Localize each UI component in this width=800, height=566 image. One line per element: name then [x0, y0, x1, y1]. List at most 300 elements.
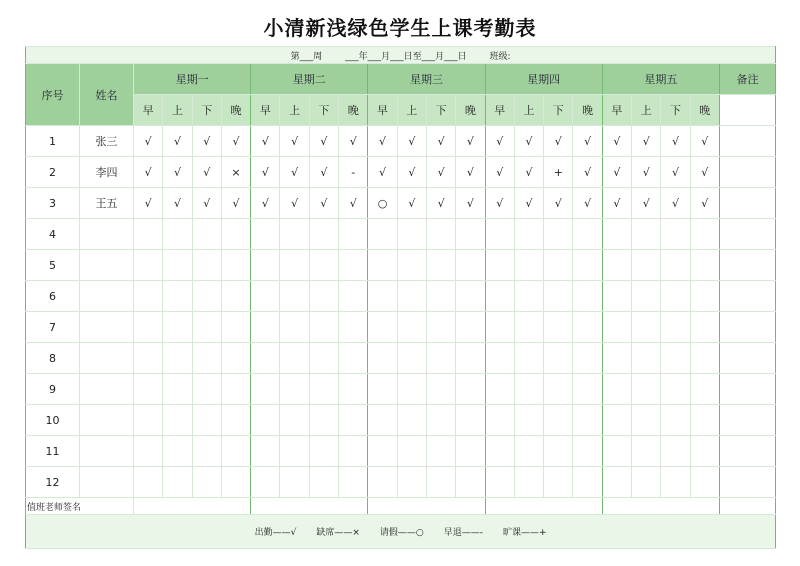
attendance-cell[interactable]: × [221, 157, 250, 188]
legend-item [316, 528, 360, 538]
attendance-cell[interactable] [456, 467, 485, 498]
attendance-cell[interactable] [632, 374, 661, 405]
attendance-cell[interactable] [368, 436, 397, 467]
attendance-cell[interactable] [251, 405, 280, 436]
attendance-cell[interactable] [661, 436, 690, 467]
attendance-cell[interactable] [368, 312, 397, 343]
attendance-cell[interactable] [426, 467, 455, 498]
attendance-cell[interactable]: √ [280, 126, 309, 157]
attendance-cell[interactable] [632, 250, 661, 281]
attendance-cell[interactable]: √ [309, 126, 338, 157]
attendance-cell[interactable] [661, 405, 690, 436]
attendance-cell[interactable] [426, 250, 455, 281]
header-day: 星期二 [251, 64, 368, 95]
attendance-cell[interactable] [456, 374, 485, 405]
table-row [26, 467, 776, 498]
attendance-cell[interactable] [339, 405, 368, 436]
attendance-cell[interactable] [690, 467, 719, 498]
header-seq: 序号 [26, 64, 80, 126]
attendance-cell[interactable] [368, 343, 397, 374]
attendance-cell[interactable] [602, 467, 631, 498]
attendance-cell[interactable] [397, 312, 426, 343]
attendance-cell[interactable] [221, 405, 250, 436]
row-name[interactable] [80, 312, 134, 343]
attendance-cell[interactable] [251, 281, 280, 312]
attendance-cell[interactable] [163, 219, 192, 250]
attendance-cell[interactable] [426, 312, 455, 343]
attendance-cell[interactable] [544, 219, 573, 250]
attendance-cell[interactable] [221, 312, 250, 343]
attendance-cell[interactable] [134, 436, 163, 467]
attendance-cell[interactable] [573, 250, 602, 281]
attendance-cell[interactable] [221, 467, 250, 498]
attendance-cell[interactable] [368, 219, 397, 250]
attendance-cell[interactable] [485, 250, 514, 281]
attendance-cell[interactable] [485, 219, 514, 250]
attendance-cell[interactable] [544, 281, 573, 312]
row-seq: 11 [26, 436, 80, 467]
attendance-cell[interactable] [280, 312, 309, 343]
attendance-cell[interactable] [661, 250, 690, 281]
header-period: 上 [163, 95, 192, 126]
attendance-cell[interactable] [514, 312, 543, 343]
attendance-cell[interactable] [192, 436, 221, 467]
sign-cell[interactable] [485, 498, 602, 515]
attendance-cell[interactable]: √ [426, 188, 455, 219]
attendance-cell[interactable] [163, 250, 192, 281]
attendance-cell[interactable]: √ [192, 188, 221, 219]
attendance-cell[interactable] [690, 281, 719, 312]
attendance-cell[interactable]: √ [397, 188, 426, 219]
attendance-cell[interactable]: √ [251, 188, 280, 219]
sign-label: 值班老师签名 [26, 498, 134, 515]
sign-cell[interactable] [251, 498, 368, 515]
attendance-cell[interactable] [280, 405, 309, 436]
attendance-cell[interactable] [690, 374, 719, 405]
attendance-cell[interactable]: √ [690, 157, 719, 188]
attendance-cell[interactable] [192, 219, 221, 250]
attendance-cell[interactable] [368, 467, 397, 498]
attendance-cell[interactable] [397, 281, 426, 312]
attendance-cell[interactable]: √ [426, 126, 455, 157]
attendance-cell[interactable] [309, 467, 338, 498]
attendance-cell[interactable] [280, 281, 309, 312]
row-note[interactable] [719, 126, 775, 157]
attendance-cell[interactable]: √ [339, 126, 368, 157]
row-name[interactable] [80, 374, 134, 405]
attendance-cell[interactable]: √ [514, 126, 543, 157]
attendance-cell[interactable]: √ [192, 157, 221, 188]
attendance-cell[interactable] [632, 281, 661, 312]
attendance-cell[interactable] [690, 250, 719, 281]
info-cell[interactable] [26, 47, 776, 64]
attendance-cell[interactable] [280, 374, 309, 405]
attendance-cell[interactable]: √ [602, 126, 631, 157]
attendance-cell[interactable] [514, 374, 543, 405]
attendance-cell[interactable] [134, 281, 163, 312]
attendance-cell[interactable] [514, 405, 543, 436]
attendance-cell[interactable] [485, 405, 514, 436]
sign-note[interactable] [719, 498, 775, 515]
attendance-cell[interactable] [251, 312, 280, 343]
row-note[interactable] [719, 467, 775, 498]
attendance-cell[interactable] [251, 467, 280, 498]
attendance-cell[interactable] [485, 374, 514, 405]
attendance-cell[interactable] [456, 250, 485, 281]
attendance-cell[interactable]: √ [690, 188, 719, 219]
attendance-cell[interactable] [221, 436, 250, 467]
attendance-cell[interactable] [573, 343, 602, 374]
attendance-cell[interactable]: ○ [368, 188, 397, 219]
row-name[interactable] [80, 436, 134, 467]
attendance-cell[interactable] [397, 374, 426, 405]
attendance-cell[interactable] [573, 219, 602, 250]
attendance-cell[interactable] [514, 250, 543, 281]
attendance-cell[interactable] [661, 467, 690, 498]
legend-label: 早退 [443, 528, 462, 538]
row-name[interactable]: 张三 [80, 126, 134, 157]
attendance-cell[interactable] [573, 405, 602, 436]
attendance-cell[interactable] [456, 281, 485, 312]
sign-cell[interactable] [368, 498, 485, 515]
attendance-cell[interactable] [456, 312, 485, 343]
attendance-cell[interactable]: √ [544, 126, 573, 157]
attendance-cell[interactable]: √ [221, 188, 250, 219]
attendance-cell[interactable] [544, 250, 573, 281]
row-note[interactable] [719, 374, 775, 405]
attendance-cell[interactable] [456, 219, 485, 250]
attendance-cell[interactable]: √ [426, 157, 455, 188]
attendance-cell[interactable] [163, 312, 192, 343]
attendance-cell[interactable]: √ [573, 188, 602, 219]
row-note[interactable] [719, 219, 775, 250]
sign-cell[interactable] [602, 498, 719, 515]
attendance-cell[interactable] [368, 250, 397, 281]
attendance-cell[interactable] [192, 343, 221, 374]
attendance-cell[interactable] [339, 312, 368, 343]
attendance-cell[interactable] [221, 374, 250, 405]
attendance-cell[interactable] [602, 281, 631, 312]
attendance-cell[interactable] [163, 343, 192, 374]
attendance-cell[interactable] [426, 374, 455, 405]
attendance-cell[interactable] [134, 250, 163, 281]
attendance-cell[interactable]: √ [397, 126, 426, 157]
attendance-cell[interactable] [339, 281, 368, 312]
attendance-cell[interactable]: √ [632, 188, 661, 219]
attendance-cell[interactable] [632, 467, 661, 498]
attendance-cell[interactable]: √ [368, 157, 397, 188]
attendance-cell[interactable]: √ [485, 126, 514, 157]
attendance-cell[interactable] [602, 436, 631, 467]
attendance-cell[interactable]: √ [661, 126, 690, 157]
attendance-cell[interactable] [192, 374, 221, 405]
attendance-cell[interactable] [134, 312, 163, 343]
attendance-cell[interactable] [309, 219, 338, 250]
attendance-cell[interactable] [632, 219, 661, 250]
attendance-cell[interactable] [602, 312, 631, 343]
attendance-cell[interactable] [339, 219, 368, 250]
attendance-cell[interactable] [426, 436, 455, 467]
attendance-cell[interactable] [632, 312, 661, 343]
attendance-cell[interactable] [221, 219, 250, 250]
attendance-cell[interactable] [368, 405, 397, 436]
attendance-cell[interactable] [602, 374, 631, 405]
attendance-cell[interactable] [690, 312, 719, 343]
attendance-cell[interactable] [134, 405, 163, 436]
row-note[interactable] [719, 343, 775, 374]
header-period: 早 [485, 95, 514, 126]
row-name[interactable]: 李四 [80, 157, 134, 188]
attendance-cell[interactable] [426, 343, 455, 374]
attendance-cell[interactable]: √ [573, 157, 602, 188]
attendance-cell[interactable]: √ [163, 157, 192, 188]
attendance-cell[interactable] [573, 467, 602, 498]
attendance-cell[interactable]: √ [632, 157, 661, 188]
attendance-cell[interactable] [456, 436, 485, 467]
attendance-cell[interactable] [661, 374, 690, 405]
attendance-cell[interactable] [397, 343, 426, 374]
attendance-cell[interactable] [661, 343, 690, 374]
attendance-cell[interactable] [339, 436, 368, 467]
row-seq: 9 [26, 374, 80, 405]
attendance-cell[interactable] [309, 405, 338, 436]
attendance-cell[interactable]: √ [134, 126, 163, 157]
attendance-cell[interactable] [134, 219, 163, 250]
row-name[interactable] [80, 250, 134, 281]
legend-label: 旷课 [503, 528, 522, 538]
row-note[interactable] [719, 436, 775, 467]
attendance-cell[interactable]: √ [309, 157, 338, 188]
sign-cell[interactable] [134, 498, 251, 515]
legend-dash: —— [397, 528, 416, 538]
attendance-cell[interactable]: + [544, 157, 573, 188]
attendance-cell[interactable] [573, 436, 602, 467]
attendance-cell[interactable] [602, 343, 631, 374]
attendance-cell[interactable] [339, 250, 368, 281]
attendance-cell[interactable] [632, 405, 661, 436]
attendance-cell[interactable] [192, 312, 221, 343]
attendance-cell[interactable] [544, 405, 573, 436]
attendance-cell[interactable]: √ [661, 188, 690, 219]
row-note[interactable] [719, 188, 775, 219]
header-period: 早 [134, 95, 163, 126]
attendance-cell[interactable]: √ [280, 188, 309, 219]
attendance-cell[interactable] [514, 436, 543, 467]
row-seq: 7 [26, 312, 80, 343]
attendance-cell[interactable] [163, 405, 192, 436]
attendance-cell[interactable] [485, 281, 514, 312]
header-period: 下 [544, 95, 573, 126]
attendance-cell[interactable] [221, 343, 250, 374]
row-name[interactable] [80, 405, 134, 436]
row-note[interactable] [719, 281, 775, 312]
attendance-cell[interactable] [397, 405, 426, 436]
legend-label: 缺席 [316, 528, 335, 538]
attendance-cell[interactable]: √ [573, 126, 602, 157]
attendance-cell[interactable] [397, 467, 426, 498]
attendance-cell[interactable] [192, 250, 221, 281]
attendance-cell[interactable] [251, 343, 280, 374]
attendance-cell[interactable] [573, 312, 602, 343]
attendance-cell[interactable] [163, 467, 192, 498]
attendance-cell[interactable] [426, 219, 455, 250]
attendance-cell[interactable] [456, 343, 485, 374]
attendance-cell[interactable]: √ [251, 157, 280, 188]
row-name[interactable] [80, 219, 134, 250]
attendance-cell[interactable] [339, 343, 368, 374]
attendance-cell[interactable] [134, 374, 163, 405]
attendance-cell[interactable] [690, 219, 719, 250]
header-period: 上 [280, 95, 309, 126]
attendance-cell[interactable] [163, 374, 192, 405]
row-name[interactable] [80, 343, 134, 374]
attendance-cell[interactable] [280, 467, 309, 498]
attendance-cell[interactable] [309, 436, 338, 467]
attendance-cell[interactable] [485, 312, 514, 343]
attendance-cell[interactable]: √ [661, 157, 690, 188]
row-name[interactable] [80, 467, 134, 498]
attendance-cell[interactable] [544, 312, 573, 343]
attendance-cell[interactable]: √ [280, 157, 309, 188]
attendance-cell[interactable]: √ [602, 157, 631, 188]
attendance-cell[interactable] [602, 250, 631, 281]
attendance-cell[interactable]: √ [514, 188, 543, 219]
attendance-cell[interactable] [368, 281, 397, 312]
attendance-cell[interactable] [397, 250, 426, 281]
table-row [26, 405, 776, 436]
attendance-cell[interactable] [280, 436, 309, 467]
row-name[interactable] [80, 281, 134, 312]
attendance-cell[interactable] [251, 374, 280, 405]
attendance-cell[interactable]: √ [163, 126, 192, 157]
attendance-cell[interactable] [309, 374, 338, 405]
attendance-cell[interactable] [632, 436, 661, 467]
attendance-cell[interactable] [602, 219, 631, 250]
legend-dash: —— [334, 528, 353, 538]
attendance-cell[interactable] [485, 467, 514, 498]
week-prefix: 第 [290, 51, 300, 62]
attendance-cell[interactable] [573, 374, 602, 405]
attendance-cell[interactable]: - [339, 157, 368, 188]
attendance-cell[interactable] [251, 436, 280, 467]
attendance-cell[interactable]: √ [368, 126, 397, 157]
attendance-cell[interactable]: √ [544, 188, 573, 219]
attendance-cell[interactable] [514, 281, 543, 312]
attendance-cell[interactable] [544, 436, 573, 467]
attendance-cell[interactable] [661, 219, 690, 250]
attendance-cell[interactable] [632, 343, 661, 374]
attendance-cell[interactable] [661, 281, 690, 312]
attendance-cell[interactable] [573, 281, 602, 312]
attendance-cell[interactable] [690, 405, 719, 436]
attendance-cell[interactable]: √ [514, 157, 543, 188]
attendance-cell[interactable] [280, 250, 309, 281]
attendance-cell[interactable] [514, 219, 543, 250]
attendance-cell[interactable] [544, 374, 573, 405]
row-name[interactable]: 王五 [80, 188, 134, 219]
attendance-cell[interactable] [309, 250, 338, 281]
attendance-cell[interactable] [456, 405, 485, 436]
legend-cell [26, 515, 776, 549]
attendance-cell[interactable] [280, 343, 309, 374]
row-note[interactable] [719, 250, 775, 281]
attendance-cell[interactable]: √ [602, 188, 631, 219]
attendance-cell[interactable] [426, 281, 455, 312]
attendance-cell[interactable] [192, 467, 221, 498]
attendance-cell[interactable]: √ [339, 188, 368, 219]
attendance-cell[interactable]: √ [632, 126, 661, 157]
attendance-cell[interactable] [397, 436, 426, 467]
legend-dash: —— [272, 528, 291, 538]
attendance-cell[interactable]: √ [456, 188, 485, 219]
attendance-cell[interactable] [514, 467, 543, 498]
attendance-cell[interactable]: √ [485, 157, 514, 188]
attendance-cell[interactable] [163, 281, 192, 312]
attendance-cell[interactable] [192, 405, 221, 436]
attendance-cell[interactable] [426, 405, 455, 436]
attendance-cell[interactable] [544, 343, 573, 374]
attendance-cell[interactable] [485, 436, 514, 467]
attendance-cell[interactable] [339, 467, 368, 498]
attendance-cell[interactable] [221, 250, 250, 281]
row-note[interactable] [719, 405, 775, 436]
attendance-cell[interactable]: √ [221, 126, 250, 157]
attendance-cell[interactable]: √ [251, 126, 280, 157]
attendance-cell[interactable] [309, 312, 338, 343]
attendance-cell[interactable] [368, 374, 397, 405]
header-period: 下 [309, 95, 338, 126]
attendance-cell[interactable] [251, 219, 280, 250]
attendance-cell[interactable] [397, 219, 426, 250]
attendance-cell[interactable] [690, 343, 719, 374]
attendance-cell[interactable]: √ [485, 188, 514, 219]
attendance-cell[interactable] [485, 343, 514, 374]
attendance-cell[interactable] [251, 250, 280, 281]
row-seq: 1 [26, 126, 80, 157]
attendance-cell[interactable] [134, 467, 163, 498]
attendance-cell[interactable] [602, 405, 631, 436]
attendance-cell[interactable] [134, 343, 163, 374]
week-suffix: 周 [313, 51, 323, 62]
row-note[interactable] [719, 312, 775, 343]
header-period: 上 [632, 95, 661, 126]
attendance-cell[interactable] [163, 436, 192, 467]
attendance-cell[interactable]: √ [134, 188, 163, 219]
attendance-cell[interactable] [690, 436, 719, 467]
attendance-cell[interactable]: √ [134, 157, 163, 188]
attendance-cell[interactable]: √ [397, 157, 426, 188]
attendance-cell[interactable] [544, 467, 573, 498]
attendance-cell[interactable]: √ [163, 188, 192, 219]
attendance-cell[interactable]: √ [309, 188, 338, 219]
table-row [26, 250, 776, 281]
row-note[interactable] [719, 157, 775, 188]
attendance-cell[interactable]: √ [192, 126, 221, 157]
attendance-cell[interactable] [280, 219, 309, 250]
attendance-cell[interactable] [309, 343, 338, 374]
attendance-cell[interactable] [309, 281, 338, 312]
attendance-cell[interactable]: √ [690, 126, 719, 157]
attendance-cell[interactable] [192, 281, 221, 312]
attendance-cell[interactable] [221, 281, 250, 312]
attendance-cell[interactable] [661, 312, 690, 343]
table-row [26, 312, 776, 343]
attendance-cell[interactable] [514, 343, 543, 374]
attendance-cell[interactable]: √ [456, 126, 485, 157]
attendance-cell[interactable] [339, 374, 368, 405]
attendance-cell[interactable]: √ [456, 157, 485, 188]
row-seq: 2 [26, 157, 80, 188]
